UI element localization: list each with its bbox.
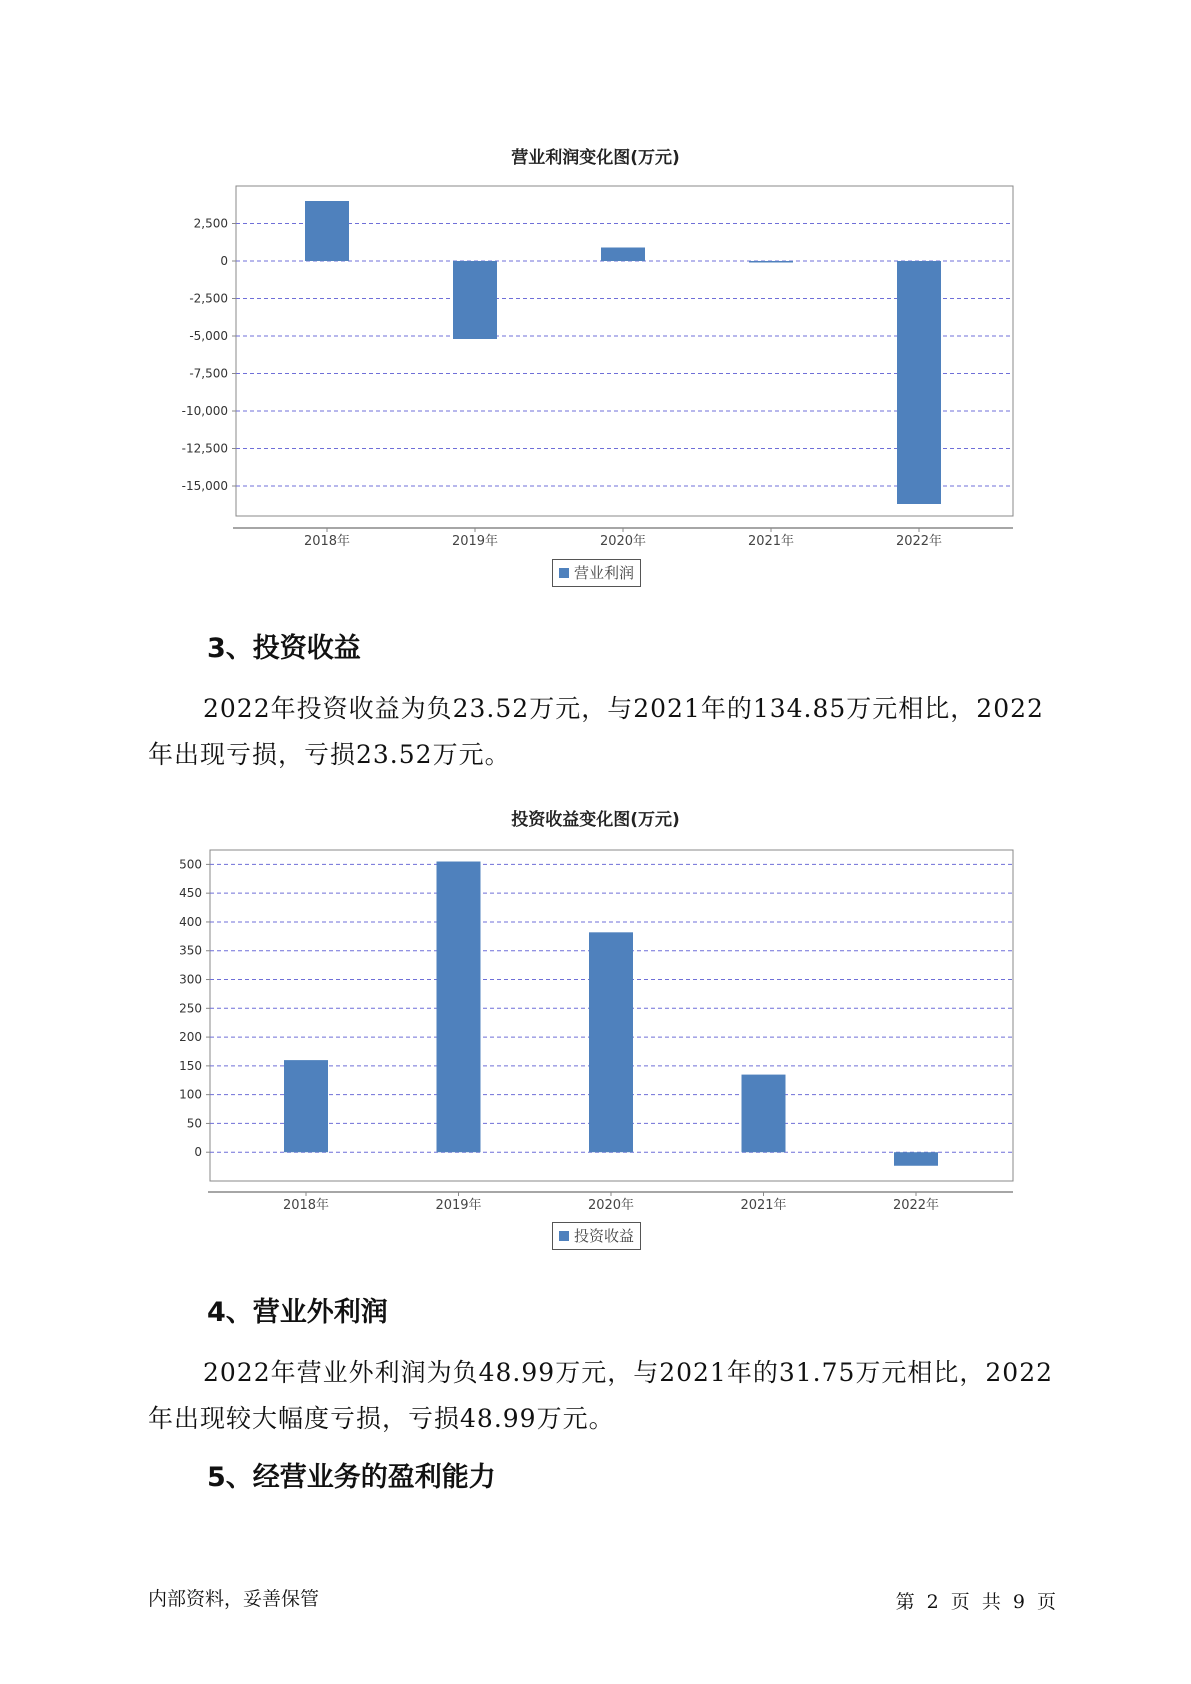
y-tick-label: 400	[179, 914, 202, 929]
y-tick-label: -5,000	[189, 329, 228, 343]
legend-label: 投资收益	[574, 1227, 635, 1245]
bar	[453, 261, 497, 339]
y-tick-label: 200	[179, 1030, 202, 1045]
bar	[894, 1152, 938, 1166]
x-tick-label: 2022年	[892, 1198, 940, 1210]
paragraph-investment-income: 2022年投资收益为负23.52万元，与2021年的134.85万元相比，2022年出现亏损，亏损23.52万元。	[148, 694, 1044, 769]
y-tick-label: 250	[179, 1001, 202, 1016]
x-tick-label: 2020年	[587, 1198, 635, 1210]
y-tick-label: 350	[179, 943, 202, 958]
legend-operating-profit	[552, 559, 641, 587]
legend-investment-income	[552, 1222, 641, 1250]
bar	[284, 1060, 328, 1152]
paragraph-non-operating-profit: 2022年营业外利润为负48.99万元，与2021年的31.75万元相比，2022年出现较大幅度亏损，亏损48.99万元。	[148, 1358, 1054, 1433]
y-tick-label: 150	[179, 1058, 202, 1073]
x-tick-label: 2019年	[435, 1198, 482, 1210]
section-heading-non-operating-profit: 4、营业外利润	[207, 1297, 388, 1328]
y-tick-label: -10,000	[181, 404, 228, 418]
y-tick-label: -15,000	[181, 479, 228, 493]
y-tick-label: 0	[194, 1145, 202, 1160]
legend-label: 营业利润	[574, 564, 635, 582]
y-tick-label: -2,500	[189, 291, 228, 306]
legend-swatch	[559, 1231, 569, 1241]
bar	[749, 261, 793, 263]
footer-confidential-note: 内部资料，妥善保管	[148, 1588, 320, 1610]
x-tick-label: 2021年	[740, 1198, 787, 1210]
y-tick-label: -7,500	[189, 366, 228, 381]
y-tick-label: 500	[179, 857, 202, 872]
y-tick-label: 0	[220, 254, 228, 268]
bar	[437, 862, 481, 1153]
x-tick-label: 2022年	[895, 534, 943, 549]
bar	[305, 201, 349, 261]
y-tick-label: 450	[179, 886, 202, 901]
y-tick-label: 50	[186, 1116, 202, 1131]
footer-page-number: 第 2 页 共 9 页	[895, 1591, 1056, 1613]
plot-area	[236, 186, 1013, 516]
x-tick-label: 2018年	[282, 1198, 330, 1210]
y-tick-label: 100	[179, 1087, 202, 1102]
operating-profit-chart	[0, 0, 1191, 560]
bar	[589, 932, 633, 1152]
y-tick-label: -12,500	[181, 441, 228, 456]
y-tick-label: 2,500	[193, 216, 228, 231]
bar	[601, 248, 645, 262]
investment-income-chart	[0, 820, 1191, 1210]
section-heading-business-profitability: 5、经营业务的盈利能力	[207, 1462, 496, 1493]
legend-swatch	[559, 568, 569, 578]
y-tick-label: 300	[179, 972, 202, 987]
x-tick-label: 2020年	[599, 534, 647, 549]
chart-title-investment-income: 投资收益变化图(万元)	[511, 810, 680, 830]
x-tick-label: 2021年	[747, 534, 795, 549]
x-tick-label: 2019年	[451, 534, 499, 549]
chart-title-operating-profit: 营业利润变化图(万元)	[511, 148, 680, 168]
x-tick-label: 2018年	[303, 534, 351, 549]
section-heading-investment-income: 3、投资收益	[207, 633, 361, 664]
bar	[897, 261, 941, 504]
bar	[742, 1075, 786, 1153]
